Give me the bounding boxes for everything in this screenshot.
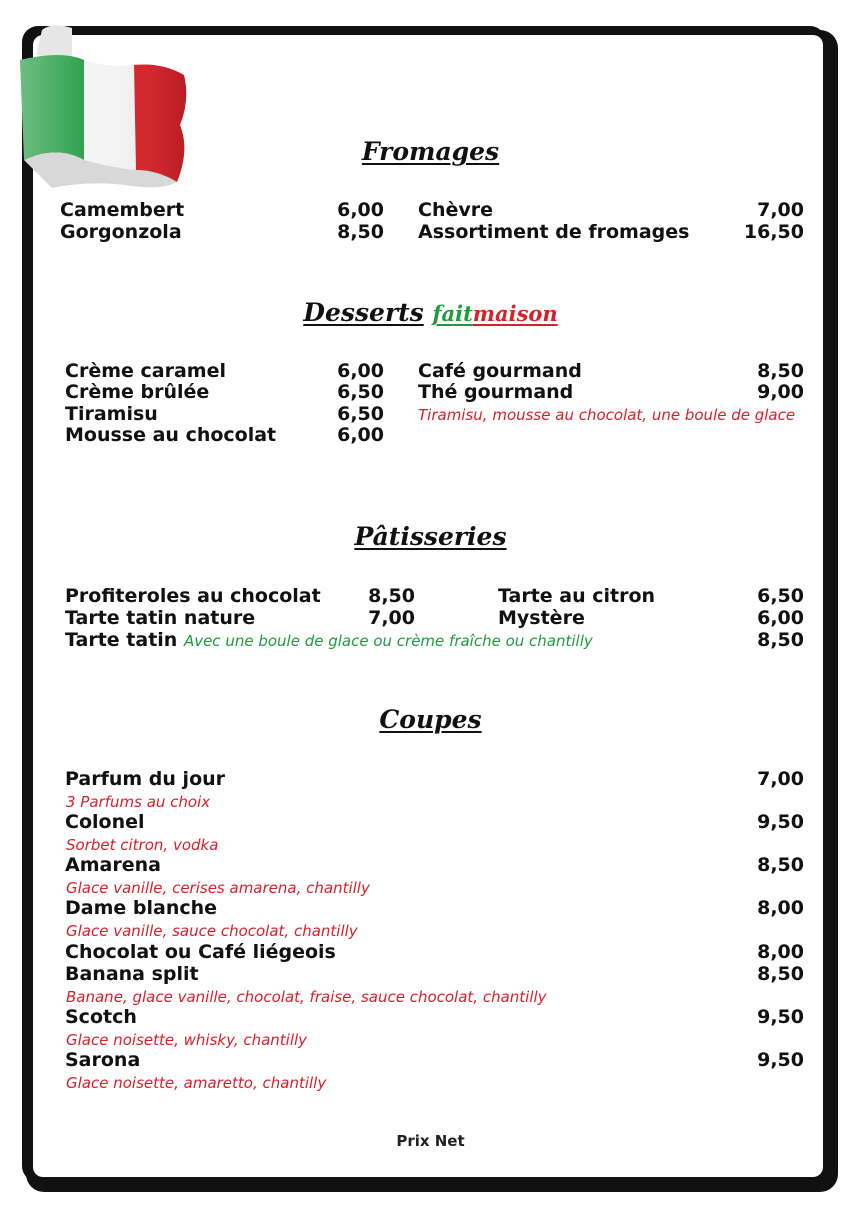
menu-item-price: 6,50 — [757, 585, 804, 607]
menu-item-price: 8,50 — [337, 221, 384, 243]
menu-item-price: 6,50 — [337, 403, 384, 425]
item-description: Sorbet citron, vodka — [66, 836, 219, 854]
menu-item-price: 8,50 — [368, 585, 415, 607]
menu-item-name: Chèvre — [418, 199, 493, 221]
item-description: Glace vanille, cerises amarena, chantilly — [66, 879, 370, 897]
menu-item-name: Gorgonzola — [60, 221, 182, 243]
item-description: Tiramisu, mousse au chocolat, une boule de glace — [418, 406, 796, 424]
item-description: Glace noisette, amaretto, chantilly — [66, 1074, 327, 1092]
menu-item-price: 8,00 — [757, 897, 804, 919]
menu-item-price: 9,50 — [757, 1049, 804, 1071]
menu-item-name: Tiramisu — [65, 403, 158, 425]
menu-item-price: 8,50 — [757, 360, 804, 382]
menu-item-price: 8,50 — [757, 854, 804, 876]
menu-item-name: Colonel — [65, 811, 145, 833]
menu-item-name: Tarte tatin nature — [65, 607, 256, 629]
menu-item-name: Profiteroles au chocolat — [65, 585, 321, 607]
menu-item-price: 9,50 — [757, 811, 804, 833]
menu-item-name: Mousse au chocolat — [65, 424, 277, 446]
menu-item-name: Chocolat ou Café liégeois — [65, 941, 336, 963]
menu-item-price: 6,00 — [337, 360, 384, 382]
menu-item-tatin — [65, 629, 593, 652]
menu-item-name: Parfum du jour — [65, 768, 226, 790]
title-accent-green: fait — [432, 301, 473, 326]
menu-item-name: Scotch — [65, 1006, 137, 1028]
menu-item-name: Crème brûlée — [65, 381, 210, 403]
menu-item-price: 9,50 — [757, 1006, 804, 1028]
menu-item-name: Camembert — [60, 199, 185, 221]
menu-item-name: Dame blanche — [65, 897, 218, 919]
menu-item-price: 7,00 — [757, 768, 804, 790]
menu-item-name: Amarena — [65, 854, 161, 876]
menu-item-price: 6,00 — [757, 607, 804, 629]
menu-item-price: 6,00 — [337, 199, 384, 221]
footer-price-note: Prix Net — [396, 1132, 465, 1150]
menu-item-price: 8,50 — [757, 963, 804, 985]
item-description: Banane, glace vanille, chocolat, fraise, sauce chocolat, chantilly — [66, 988, 547, 1006]
item-description: 3 Parfums au choix — [66, 793, 211, 811]
menu-item-price: 9,00 — [757, 381, 804, 403]
menu-item-name: Café gourmand — [418, 360, 582, 382]
menu-item-name: Tarte au citron — [498, 585, 656, 607]
menu-item-name: Mystère — [498, 607, 585, 629]
menu-item-price: 6,00 — [337, 424, 384, 446]
item-description: Glace vanille, sauce chocolat, chantilly — [66, 922, 358, 940]
section-title-coupes: Coupes — [379, 705, 482, 734]
section-title-fromages: Fromages — [361, 137, 500, 166]
section-title-desserts: Desserts faitmaison — [303, 298, 558, 327]
menu-item-name: Banana split — [65, 963, 199, 985]
menu-item-name: Thé gourmand — [418, 381, 574, 403]
menu-item-price: 7,00 — [757, 199, 804, 221]
menu-item-price: 7,00 — [368, 607, 415, 629]
menu-item-price: 6,50 — [337, 381, 384, 403]
menu-item-name: Tarte tatin — [65, 629, 178, 651]
item-description: Glace noisette, whisky, chantilly — [66, 1031, 308, 1049]
menu-item-price: 8,50 — [757, 629, 804, 651]
item-description: Avec une boule de glace ou crème fraîche ou chantilly — [183, 632, 593, 650]
section-title-patisseries: Pâtisseries — [354, 522, 507, 551]
menu-item-price: 16,50 — [743, 221, 804, 243]
menu-item-name: Sarona — [65, 1049, 141, 1071]
menu-item-price: 8,00 — [757, 941, 804, 963]
title-accent-red: maison — [472, 301, 558, 326]
menu-item-name: Assortiment de fromages — [418, 221, 690, 243]
menu-item-name: Crème caramel — [65, 360, 226, 382]
